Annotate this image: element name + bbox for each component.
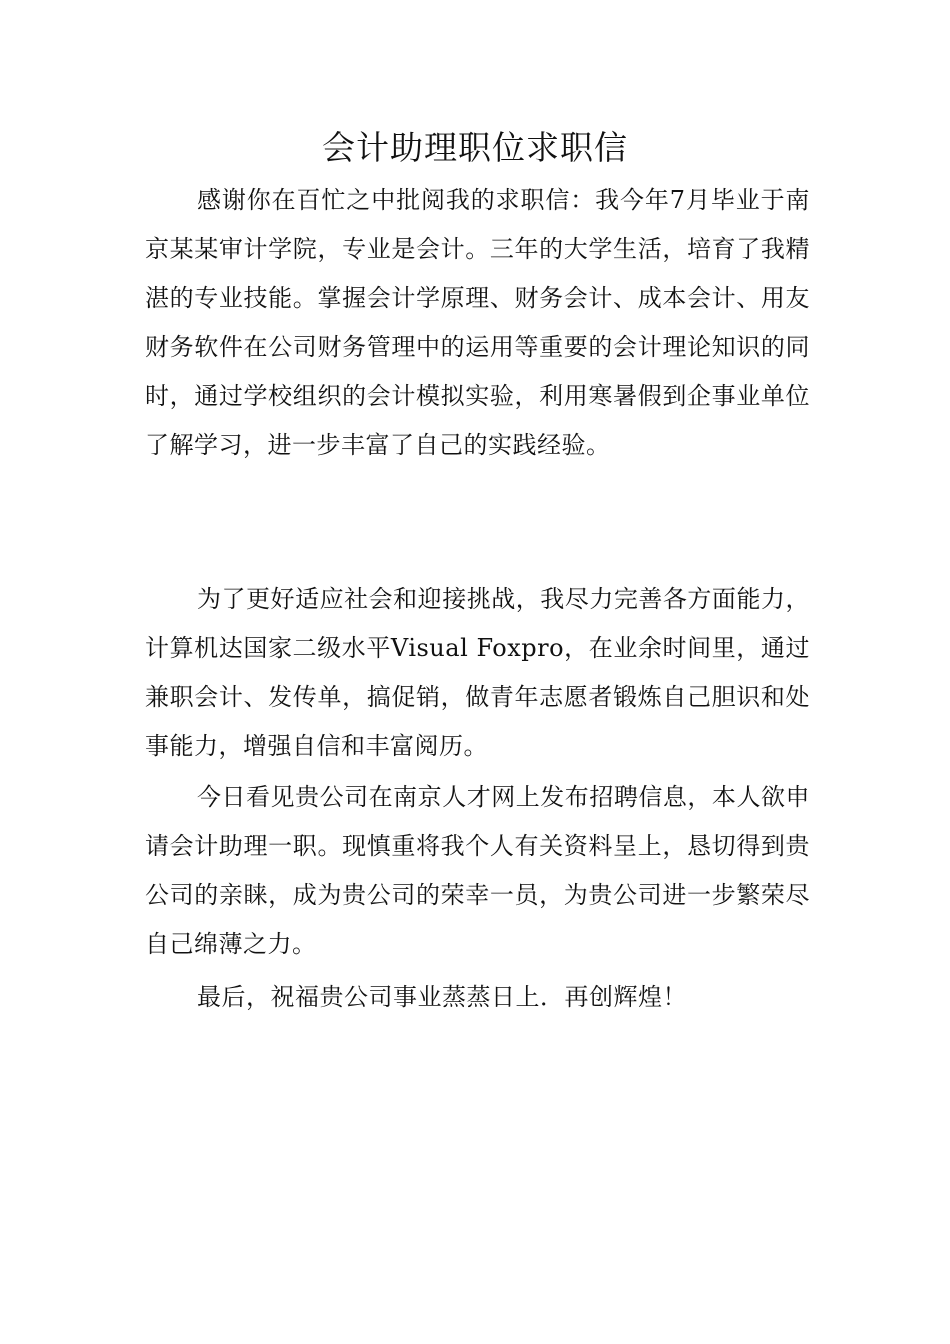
paragraph-introduction: 感谢你在百忙之中批阅我的求职信：我今年7月毕业于南京某某审计学院，专业是会计。三年的大学生活，培育了我精湛的专业技能。掌握会计学原理、财务会计、成本会计、用友财务软件在公司财务管理中的运用等重要的会计理论知识的同时，通过学校组织的会计模拟实验，利用寒暑假到企事业单位了解学习，进一步丰富了自己的实践经验。 — [145, 186, 810, 459]
paragraph-closing: 最后，祝福贵公司事业蒸蒸日上．再创辉煌！ — [197, 983, 687, 1011]
paragraph-abilities: 为了更好适应社会和迎接挑战，我尽力完善各方面能力，计算机达国家二级水平Visual Foxpro，在业余时间里，通过兼职会计、发传单，搞促销，做青年志愿者锻炼自己胆识和处事能力，增强自信和丰富阅历。 — [145, 585, 810, 760]
paragraph-application: 今日看见贵公司在南京人才网上发布招聘信息，本人欲申请会计助理一职。现慎重将我个人有关资料呈上，恳切得到贵公司的亲睐，成为贵公司的荣幸一员，为贵公司进一步繁荣尽自己绵薄之力。 — [145, 783, 810, 958]
document-title: 会计助理职位求职信 — [322, 128, 628, 167]
